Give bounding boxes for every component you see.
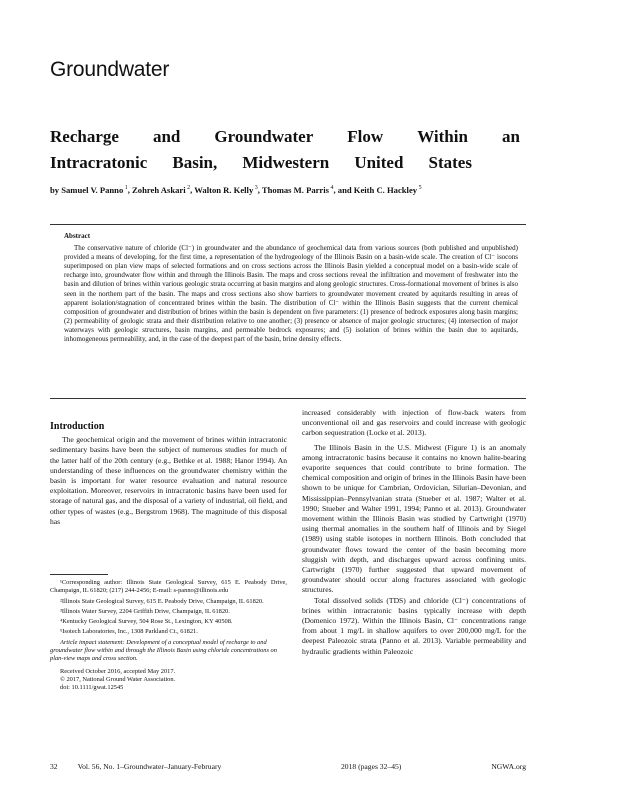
- author-name: Keith C. Hackley: [353, 184, 418, 195]
- footnote-rule: [50, 574, 108, 575]
- body-paragraph: Total dissolved solids (TDS) and chloride (Cl⁻) concentrations of brines within intracratonic basins typically increase with depth (Domenico 1972). Within the Illinois Basin, Cl⁻ concentrations range from about 1 mg/L in shallow aquifers to over 200,000 mg/L for the deepest Paleozoic strata (Panno et al. 2013). Variable permeability and hydraulic gradients within Paleozoic: [302, 595, 526, 656]
- impact-statement: [50, 639, 287, 664]
- abstract-bottom-rule: [50, 398, 526, 399]
- intro-paragraph: The geochemical origin and the movement of brines within intracratonic sedimentary basins have been the subject of numerous studies for much of the latter half of the 20th century (e.g., Bethke et al. 1988; Hanor 1994). An understanding of these influences on the groundwater chemistry within the basin is important for water resource evaluation and natural resource exploitation. Moreover, reservoirs in intracratonic basins have been used for storage of natural gas, and the disposal of a variety of industrial, oil field, and other types of wastes (e.g., Bergstrom 1968). The magnitude of this disposal has: [50, 435, 287, 526]
- title-word: States: [428, 153, 472, 172]
- page-range: 2018 (pages 32–45): [341, 762, 402, 771]
- footnote: ²Illinois State Geological Survey, 615 E. Peabody Drive, Champaign, IL 61820.: [60, 597, 264, 605]
- journal-site: NGWA.org: [491, 762, 526, 771]
- author-name: Thomas M. Parris: [261, 184, 329, 195]
- title-line-2: [50, 150, 472, 176]
- title-word: United: [354, 153, 404, 172]
- body-paragraph: The Illinois Basin in the U.S. Midwest (Figure 1) is an anomaly among intracratonic basins because it contains no known halite-bearing evaporite sequences that could contribute to brine formation. The chemical composition and origin of brines in the Illinois Basin have been shown to be unique for Cambrian, Ordovician, Silurian–Devonian, and Mississippian–Pennsylvanian strata (Stueber et al. 1987; Walter et al. 1990; Stueber and Walter 1991, 1994; Panno et al. 2013). Groundwater movement within the Illinois Basin was studied by Cartwright (1970) using thermal anomalies in the southern half of Illinois and by Siegel (1989) using stable isotopes in northern Illinois. Both concluded that groundwater flows toward the center of the basin becoming more sluggish with depth, and discharges upward across confining units. Cartwright (1970) further suggested that upward movement of groundwater should occur along fractures associated with geologic structures.: [302, 442, 526, 595]
- footnote: ⁴Kentucky Geological Survey, 504 Rose St., Lexington, KY 40508.: [60, 618, 233, 626]
- article-meta: [50, 668, 287, 693]
- body-paragraph: increased considerably with injection of flow-back waters from unconventional oil and gas reservoirs and could increase with geologic carbon sequestration (Locke et al. 2013).: [302, 408, 526, 438]
- left-column: [50, 422, 287, 527]
- copyright: © 2017, National Ground Water Association.: [60, 675, 176, 683]
- right-column: [302, 408, 526, 657]
- footnote: ⁵Isotech Laboratories, Inc., 1308 Parkland Ct., 61821.: [60, 628, 198, 636]
- article-title: [50, 124, 520, 176]
- impact-text: : Development of a conceptual model of recharge to and groundwater flow within and through the Illinois Basin using chloride concentrations on plan-view maps and cross section.: [50, 638, 277, 663]
- received-date: Received October 2016, accepted May 2017.: [60, 667, 176, 675]
- abstract: [64, 232, 518, 344]
- abstract-top-rule: [50, 224, 526, 225]
- footnotes: [50, 574, 287, 693]
- author-name: Zohreh Askari: [132, 184, 186, 195]
- doi: doi: 10.1111/gwat.12545: [60, 684, 124, 692]
- title-word: Intracratonic: [50, 153, 148, 172]
- abstract-heading: Abstract: [64, 232, 91, 240]
- title-word: Within: [417, 127, 468, 146]
- footnote: ³Illinois Water Survey, 2204 Griffith Drive, Champaign, IL 61820.: [60, 607, 230, 615]
- author-affiliation-mark: 5: [417, 185, 422, 191]
- title-word: Midwestern: [242, 153, 330, 172]
- author-affiliation-mark: 1: [123, 185, 128, 191]
- abstract-text: The conservative nature of chloride (Cl⁻) in groundwater and the abundance of geochemical data from various sources (both published and unpublished) provided a means of developing, for the first time, a representation of the hydrogeology of the Illinois Basin on a basin-wide scale. The creation of Cl⁻ isocons superimposed on plan view maps of selected formations and on cross sections across the Illinois Basin yielded a conceptual model on a basin-wide scale of recharge into, groundwater flow within and through the Illinois Basin. The maps and cross sections reveal the infiltration and movement of freshwater into the basin and dilution of brines within various geologic strata occurring at basin margins and along geologic structures. Cross-formational movement of brines is also seen in the northern part of the basin. The maps and cross sections also show barriers to groundwater movement created by aquitards resulting in areas of apparent isolation/stagnation of concentrated brines within the basin. The distribution of Cl⁻ within the Illinois Basin suggests that the current chemical composition of groundwater and distribution of brines within the basin is dependent on five parameters: (1) presence of bedrock exposures along basin margins; (2) permeability of geologic strata and their distribution relative to one another; (3) presence or absence of major geologic structures; (4) intersection of major waterways with geologic structures, basin margins, and permeable bedrock exposures; and (5) isolation of brines within the basin due to aquitards, inhomogeneous permeability, and, in the case of the deepest part of the basin, brine density effects.: [64, 244, 518, 344]
- title-word: Flow: [347, 127, 384, 146]
- title-word: an: [501, 127, 520, 146]
- impact-label: Article impact statement: [60, 638, 123, 646]
- author-affiliation-mark: 4: [328, 185, 334, 191]
- title-word: Groundwater: [214, 127, 314, 146]
- author-name: Walton R. Kelly: [194, 184, 254, 195]
- title-word: and: [152, 127, 181, 146]
- journal-name: Groundwater: [50, 58, 170, 81]
- page-footer: [50, 762, 526, 771]
- section-heading-introduction: Introduction: [50, 421, 105, 432]
- footnote: ¹Corresponding author: Illinois State Geological Survey, 615 E. Peabody Drive, Champaign, IL 61820; (217) 244-2456; E-mail: s-panno@illinois.edu: [50, 579, 287, 595]
- author-affiliation-mark: 3: [253, 185, 258, 191]
- title-word: Recharge: [50, 127, 119, 146]
- author-affiliation-mark: 2: [185, 185, 191, 191]
- author-name: Samuel V. Panno: [61, 184, 124, 195]
- title-line-1: [50, 124, 520, 150]
- title-word: Basin,: [172, 153, 218, 172]
- journal-citation: Vol. 56, No. 1–Groundwater–January-February: [77, 762, 222, 771]
- page-number: 32: [50, 762, 58, 771]
- author-list: by Samuel V. Panno $^1$, Zohreh Askari $^2$, Walton R. Kelly $^3$, Thomas M. Parris $^4$, and Keith C. Hackley $^5$: [50, 184, 422, 195]
